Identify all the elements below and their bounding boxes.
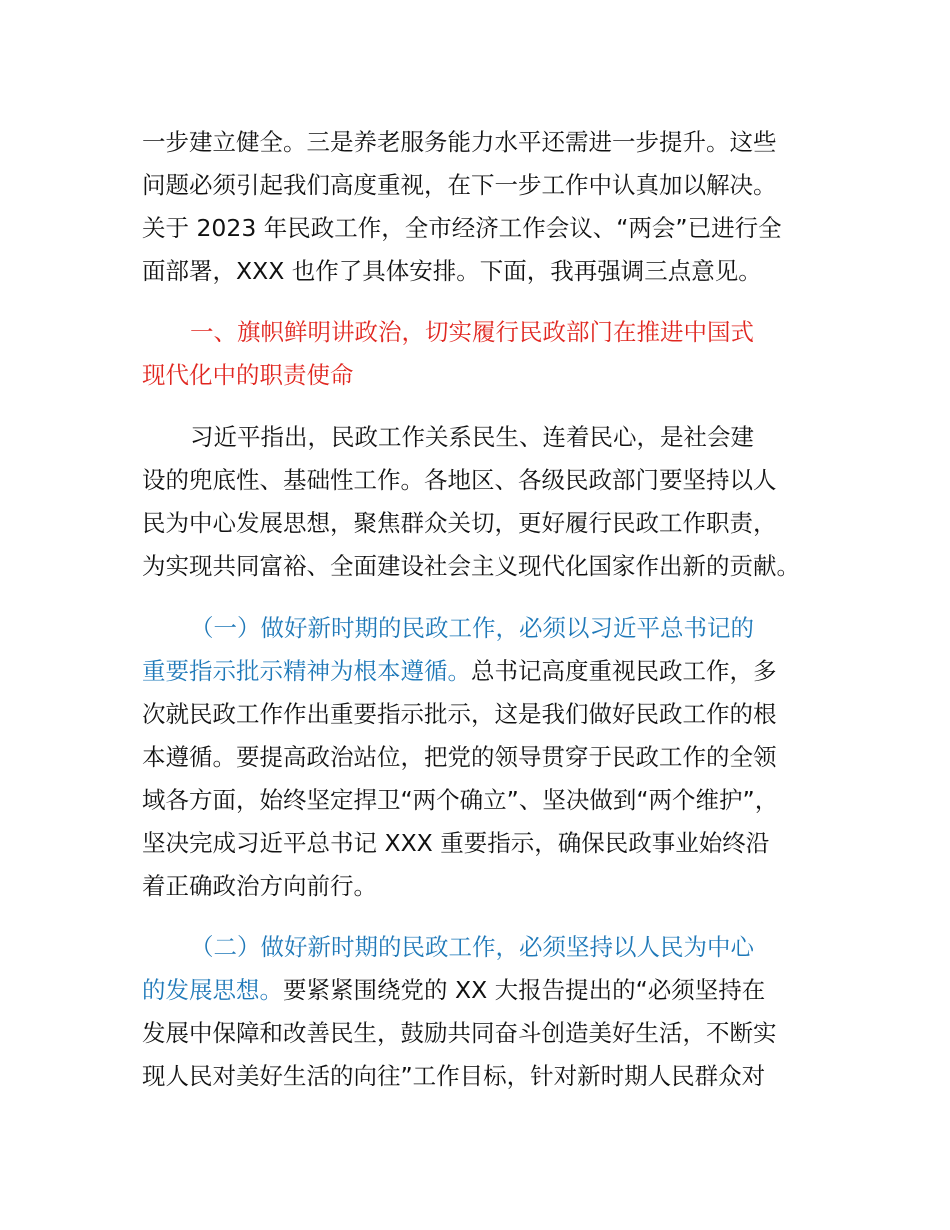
paragraph-text: 要紧紧围绕党的 XX 大报告提出的“必须坚持在 [283,976,766,1004]
paragraph-line: 发展中保障和改善民生，鼓励共同奋斗创造美好生活，不断实 [142,1019,777,1047]
paragraph-line: 习近平指出，民政工作关系民生、连着民心，是社会建 [190,423,754,451]
section-heading: 现代化中的职责使命 [142,361,354,389]
intro-line: 一步建立健全。三是养老服务能力水平还需进一步提升。这些 [142,128,777,156]
mixed-line [142,655,777,687]
intro-line: 关于 2023 年民政工作，全市经济工作会议、“两会”已进行全 [142,214,782,242]
paragraph-line: 民为中心发展思想，聚焦群众关切，更好履行民政工作职责， [142,509,777,537]
intro-line: 问题必须引起我们高度重视，在下一步工作中认真加以解决。 [142,171,777,199]
intro-line: 面部署，XXX 也作了具体安排。下面，我再强调三点意见。 [142,257,762,285]
paragraph-text: 总书记高度重视民政工作，多 [471,657,777,685]
paragraph-line: 次就民政工作作出重要指示批示，这是我们做好民政工作的根 [142,700,777,728]
subsection-heading: 重要指示批示精神为根本遵循。 [142,657,471,685]
paragraph-line: 为实现共同富裕、全面建设社会主义现代化国家作出新的贡献。 [142,552,800,580]
paragraph-line: 设的兜底性、基础性工作。各地区、各级民政部门要坚持以人 [142,466,777,494]
subsection-heading: 的发展思想。 [142,976,283,1004]
paragraph-line: 着正确政治方向前行。 [142,872,377,900]
paragraph-line: 坚决完成习近平总书记 XXX 重要指示，确保民政事业始终沿 [142,829,770,857]
paragraph-line: 域各方面，始终坚定捍卫“两个确立”、坚决做到“两个维护”， [142,786,779,814]
subsection-heading: （二）做好新时期的民政工作，必须坚持以人民为中心 [190,933,754,961]
mixed-line [142,974,765,1006]
subsection-heading: （一）做好新时期的民政工作，必须以习近平总书记的 [190,614,754,642]
paragraph-line: 本遵循。要提高政治站位，把党的领导贯穿于民政工作的全领 [142,743,777,771]
paragraph-line: 现人民对美好生活的向往”工作目标，针对新时期人民群众对 [142,1062,766,1090]
section-heading: 一、旗帜鲜明讲政治，切实履行民政部门在推进中国式 [190,318,754,346]
